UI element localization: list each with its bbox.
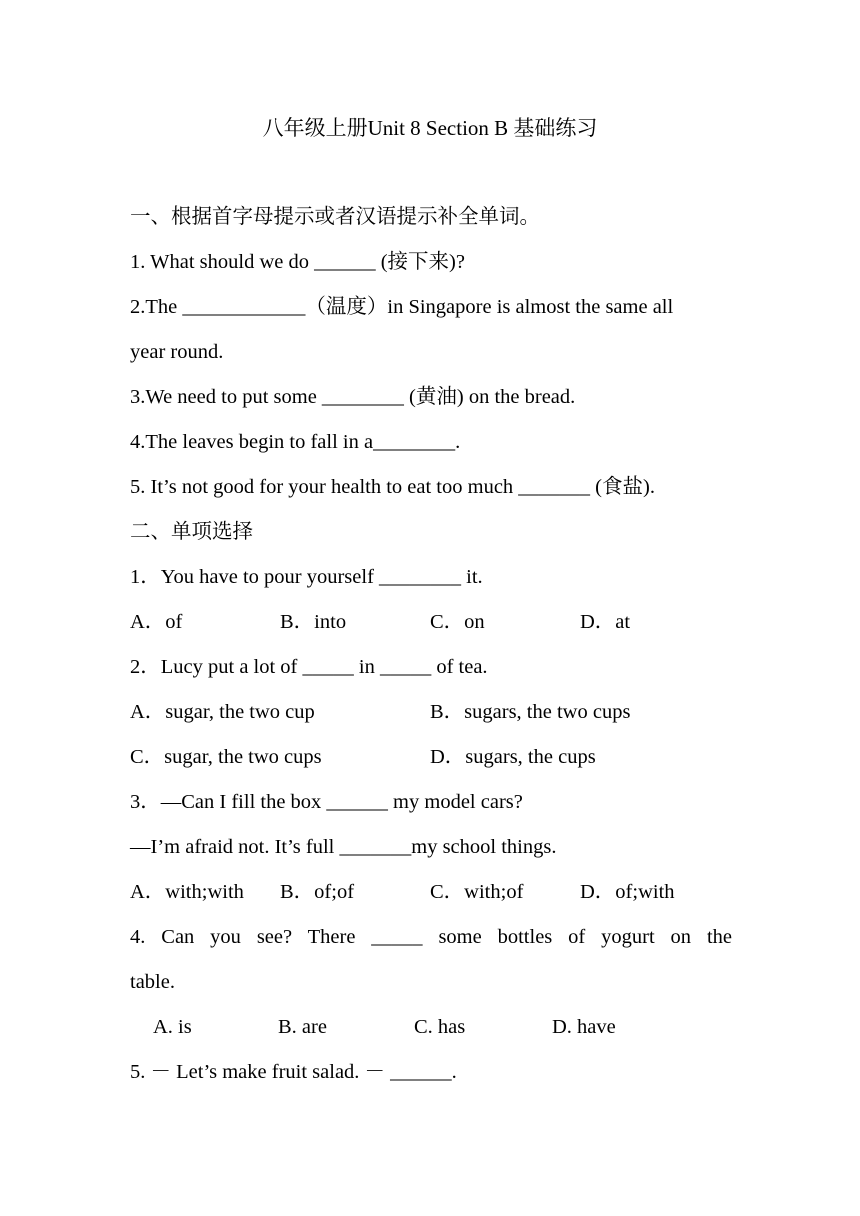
choice-question-1: 1．You have to pour yourself ________ it. — [130, 566, 483, 588]
option-b: B．sugars, the two cups — [430, 701, 631, 723]
fill-question-2: 2.The ____________（温度）in Singapore is almost the same all — [130, 296, 674, 318]
option-d: D．sugars, the cups — [430, 746, 596, 768]
option-c: C．with;of — [430, 881, 524, 903]
choice-question-4-cont: table. — [130, 971, 175, 993]
option-a: A. is — [153, 1016, 192, 1038]
option-d: D．at — [580, 611, 631, 633]
choice-question-3: 3．—Can I fill the box ______ my model cars? — [130, 791, 523, 813]
fill-question-1: 1. What should we do ______ (接下来)? — [130, 251, 465, 273]
option-a: A．sugar, the two cup — [130, 701, 315, 723]
option-d: D. have — [552, 1016, 616, 1038]
fill-question-5: 5. It’s not good for your health to eat too much _______ (食盐). — [130, 476, 655, 498]
choice-question-3-reply: —I’m afraid not. It’s full _______my school things. — [130, 836, 557, 858]
section1-heading: 一、根据首字母提示或者汉语提示补全单词。 — [130, 206, 540, 228]
fill-question-3: 3.We need to put some ________ (黄油) on the bread. — [130, 386, 576, 408]
option-d: D．of;with — [580, 881, 675, 903]
choice-question-5: 5. － Let’s make fruit salad. － ______. — [130, 1061, 457, 1083]
fill-question-2-cont: year round. — [130, 341, 224, 363]
choice-question-4: 4. Can you see? There _____ some bottles of yogurt on the — [130, 926, 732, 948]
option-c: C．sugar, the two cups — [130, 746, 322, 768]
option-c: C．on — [430, 611, 485, 633]
fill-question-4: 4.The leaves begin to fall in a________. — [130, 431, 461, 453]
option-b: B. are — [278, 1016, 327, 1038]
option-b: B．into — [280, 611, 347, 633]
page-title: 八年级上册Unit 8 Section B 基础练习 — [262, 116, 598, 140]
option-a: A．with;with — [130, 881, 244, 903]
choice-question-2: 2．Lucy put a lot of _____ in _____ of tea. — [130, 656, 488, 678]
option-a: A．of — [130, 611, 183, 633]
option-c: C. has — [414, 1016, 466, 1038]
option-b: B．of;of — [280, 881, 355, 903]
section2-heading: 二、单项选择 — [130, 521, 253, 543]
